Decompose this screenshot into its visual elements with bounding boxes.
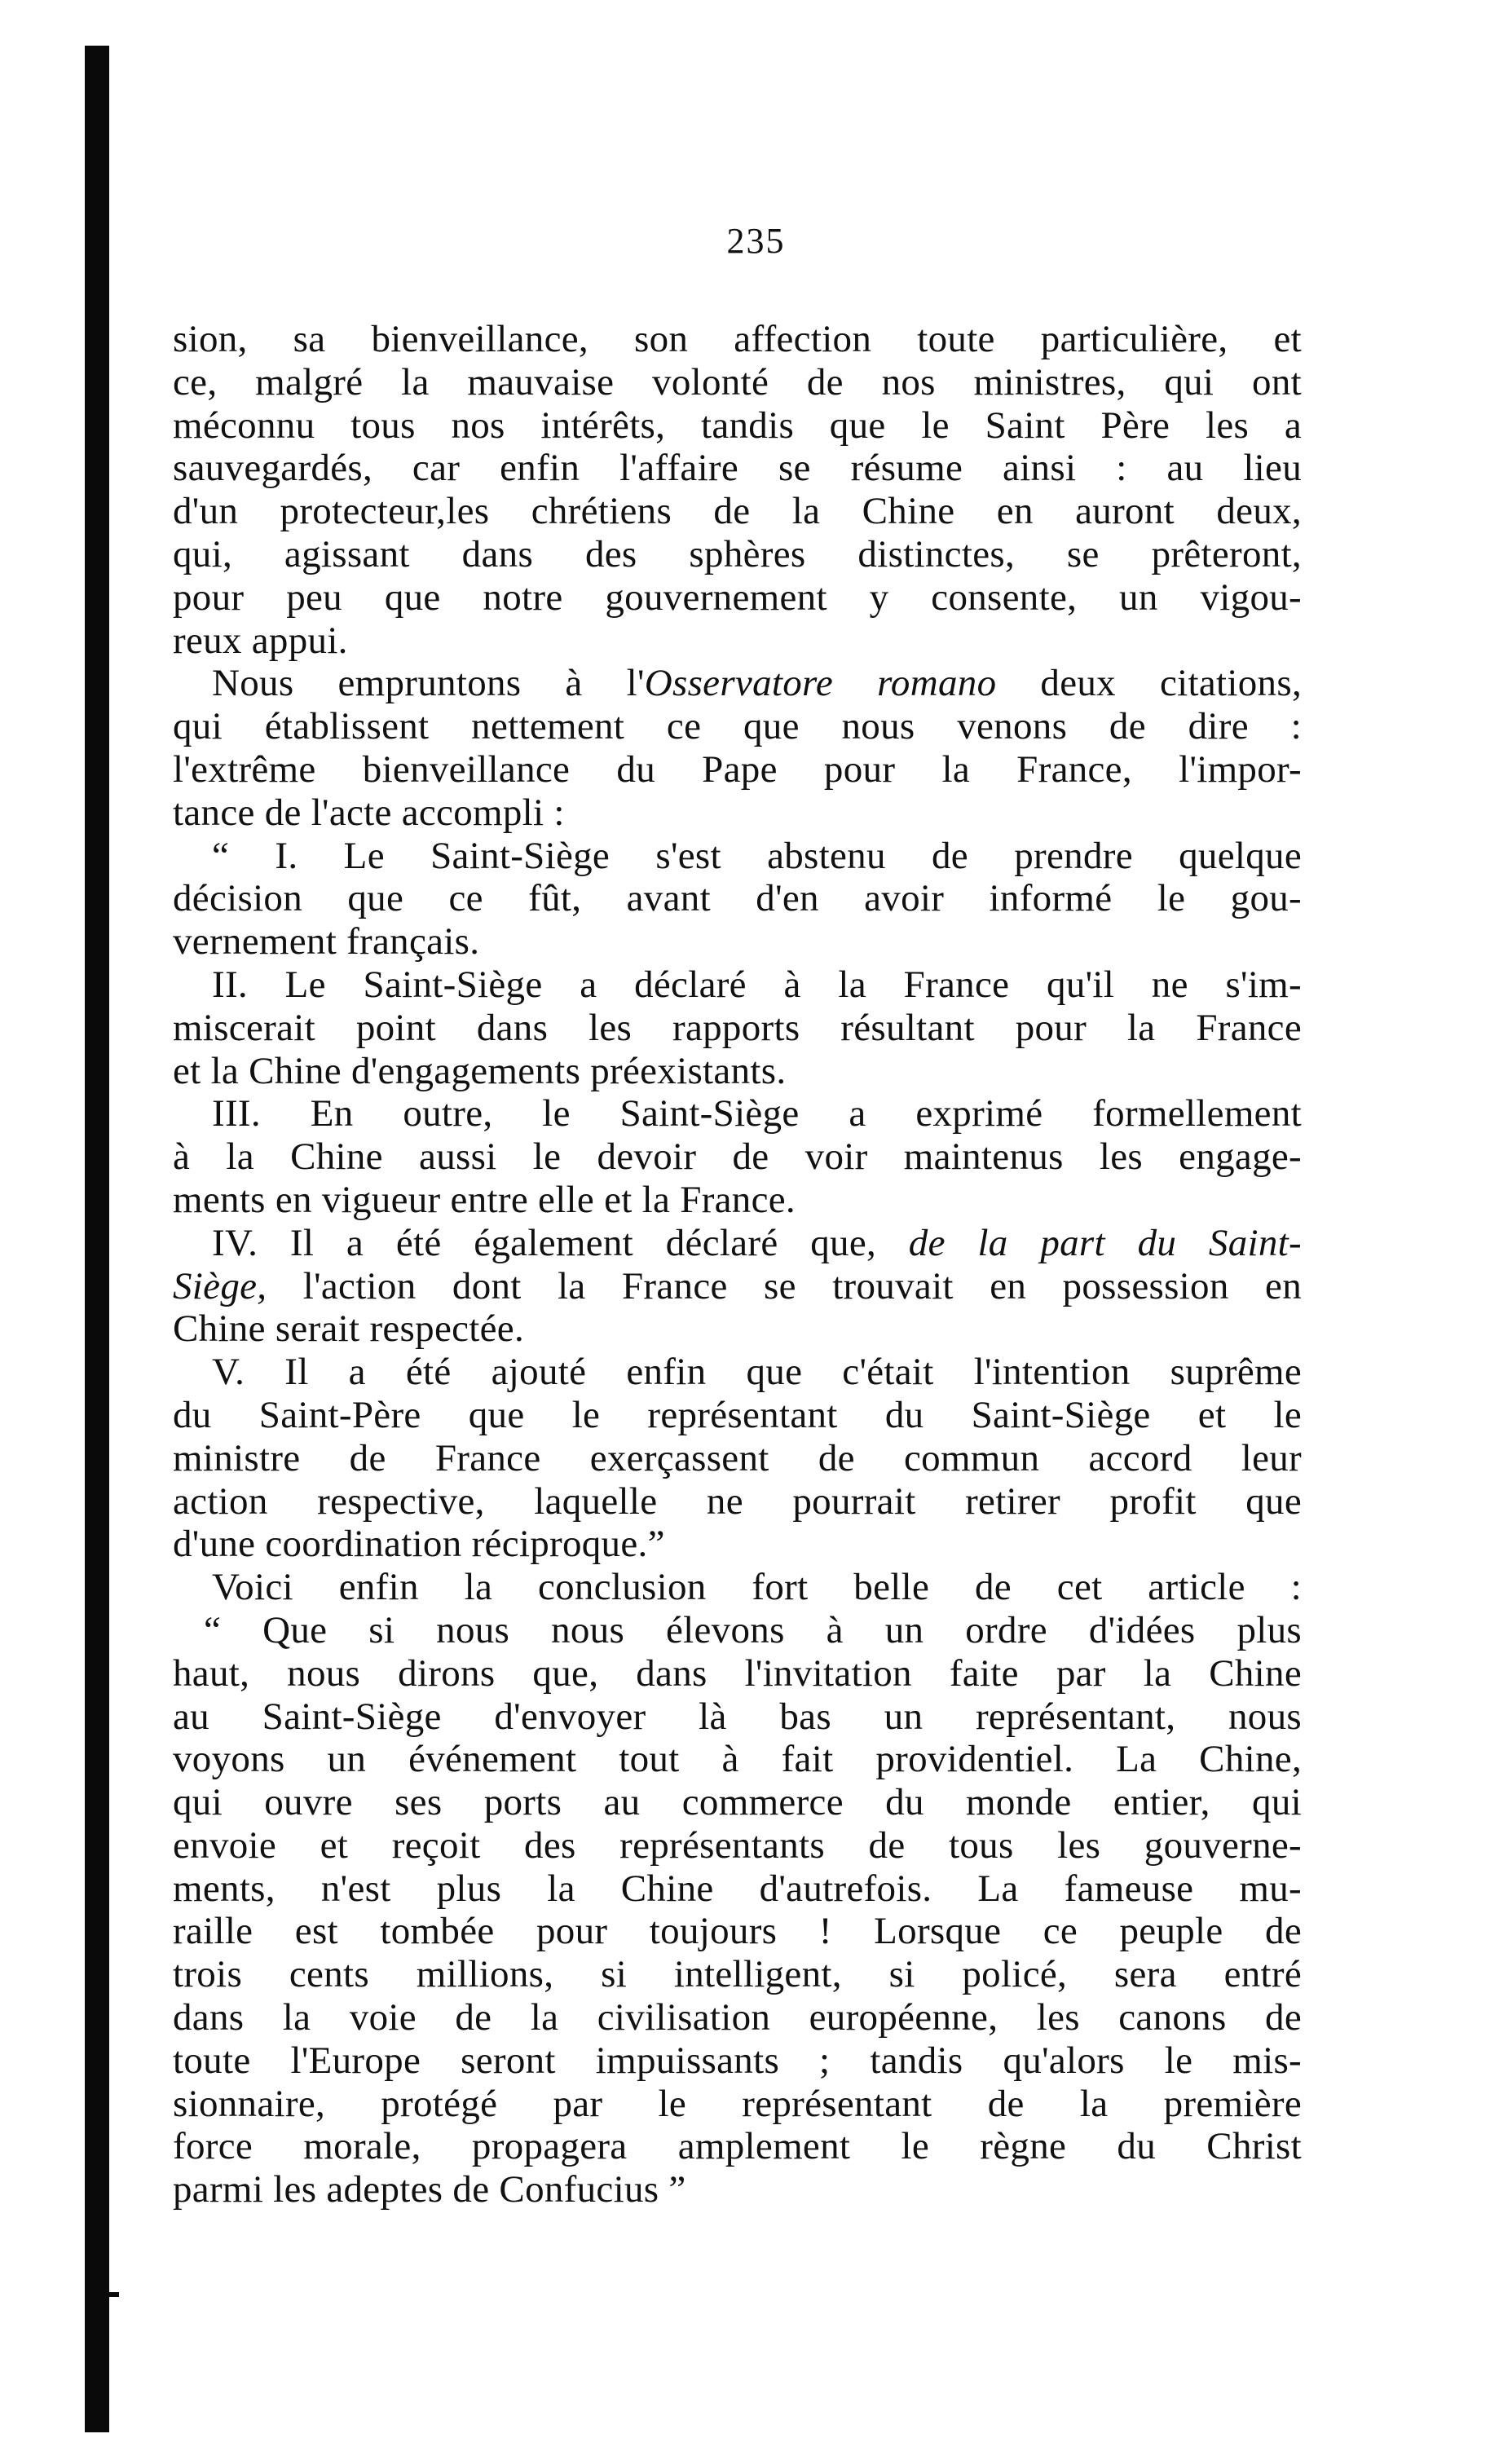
- text-line: décision que ce fût, avant d'en avoir informé le gou-: [173, 877, 1302, 920]
- text-line: haut, nous dirons que, dans l'invitation faite par la Chine: [173, 1651, 1302, 1695]
- text-line: Voici enfin la conclusion fort belle de cet article :: [212, 1566, 1302, 1609]
- text-line: pour peu que notre gouvernement y consente, un vigou-: [173, 575, 1302, 619]
- scan-edge-mark: [91, 2292, 119, 2297]
- text-line: du Saint-Père que le représentant du Saint-Siège et le: [173, 1393, 1302, 1436]
- text-line: II. Le Saint-Siège a déclaré à la France qu'il ne s'im-: [212, 963, 1302, 1006]
- text-line: qui établissent nettement ce que nous venons de dire :: [173, 705, 1302, 748]
- text-line: ments, n'est plus la Chine d'autrefois. La fameuse mu-: [173, 1867, 1302, 1910]
- text-line: tance de l'acte accompli :: [173, 791, 565, 834]
- text-line: à la Chine aussi le devoir de voir maintenus les engage-: [173, 1135, 1302, 1179]
- text-line: Siège, l'action dont la France se trouvait en possession en: [173, 1264, 1302, 1307]
- text-line: qui ouvre ses ports au commerce du monde entier, qui: [173, 1781, 1302, 1824]
- text-line: voyons un événement tout à fait providentiel. La Chine,: [173, 1738, 1302, 1781]
- scan-edge-bar: [85, 46, 109, 2432]
- page-number: 235: [726, 221, 786, 261]
- text-line: miscerait point dans les rapports résultant pour la France: [173, 1006, 1302, 1049]
- text-line: et la Chine d'engagements préexistants.: [173, 1049, 787, 1092]
- text-line: envoie et reçoit des représentants de tous les gouverne-: [173, 1823, 1302, 1867]
- text-line: ministre de France exerçassent de commun accord leur: [173, 1436, 1302, 1479]
- text-line: ments en vigueur entre elle et la France.: [173, 1178, 796, 1221]
- text-line: III. En outre, le Saint-Siège a exprimé formellement: [212, 1092, 1302, 1135]
- text-line: toute l'Europe seront impuissants ; tandis qu'alors le mis-: [173, 2039, 1302, 2082]
- text-line: Chine serait respectée.: [173, 1307, 525, 1351]
- text-line: sionnaire, protégé par le représentant de la première: [173, 2082, 1302, 2125]
- text-line: IV. Il a été également déclaré que, de la part du Saint-: [212, 1221, 1302, 1264]
- text-line: “ I. Le Saint-Siège s'est abstenu de prendre quelque: [212, 834, 1302, 877]
- text-line: “ Que si nous nous élevons à un ordre d'idées plus: [204, 1608, 1302, 1651]
- text-line: vernement français.: [173, 920, 480, 963]
- text-line: méconnu tous nos intérêts, tandis que le Saint Père les a: [173, 403, 1302, 447]
- text-line: d'un protecteur,les chrétiens de la Chine en auront deux,: [173, 490, 1302, 533]
- text-line: Nous empruntons à l'Osservatore romano deux citations,: [212, 662, 1302, 705]
- text-line: au Saint-Siège d'envoyer là bas un représentant, nous: [173, 1695, 1302, 1738]
- text-line: sauvegardés, car enfin l'affaire se résume ainsi : au lieu: [173, 447, 1302, 490]
- text-line: action respective, laquelle ne pourrait retirer profit que: [173, 1479, 1302, 1523]
- text-line: parmi les adeptes de Confucius ”: [173, 2168, 686, 2211]
- text-line: qui, agissant dans des sphères distinctes, se prêteront,: [173, 532, 1302, 575]
- text-line: raille est tombée pour toujours ! Lorsque ce peuple de: [173, 1910, 1302, 1953]
- text-line: reux appui.: [173, 619, 348, 662]
- body-text: [173, 318, 1302, 2211]
- text-line: sion, sa bienveillance, son affection toute particulière, et: [173, 318, 1302, 360]
- text-line: l'extrême bienveillance du Pape pour la France, l'impor-: [173, 747, 1302, 791]
- text-line: trois cents millions, si intelligent, si policé, sera entré: [173, 1953, 1302, 1996]
- text-line: dans la voie de la civilisation européenne, les canons de: [173, 1996, 1302, 2039]
- text-line: force morale, propagera amplement le règne du Christ: [173, 2125, 1302, 2168]
- text-line: ce, malgré la mauvaise volonté de nos ministres, qui ont: [173, 360, 1302, 403]
- text-line: d'une coordination réciproque.”: [173, 1523, 665, 1566]
- text-line: V. Il a été ajouté enfin que c'était l'intention suprême: [212, 1351, 1302, 1394]
